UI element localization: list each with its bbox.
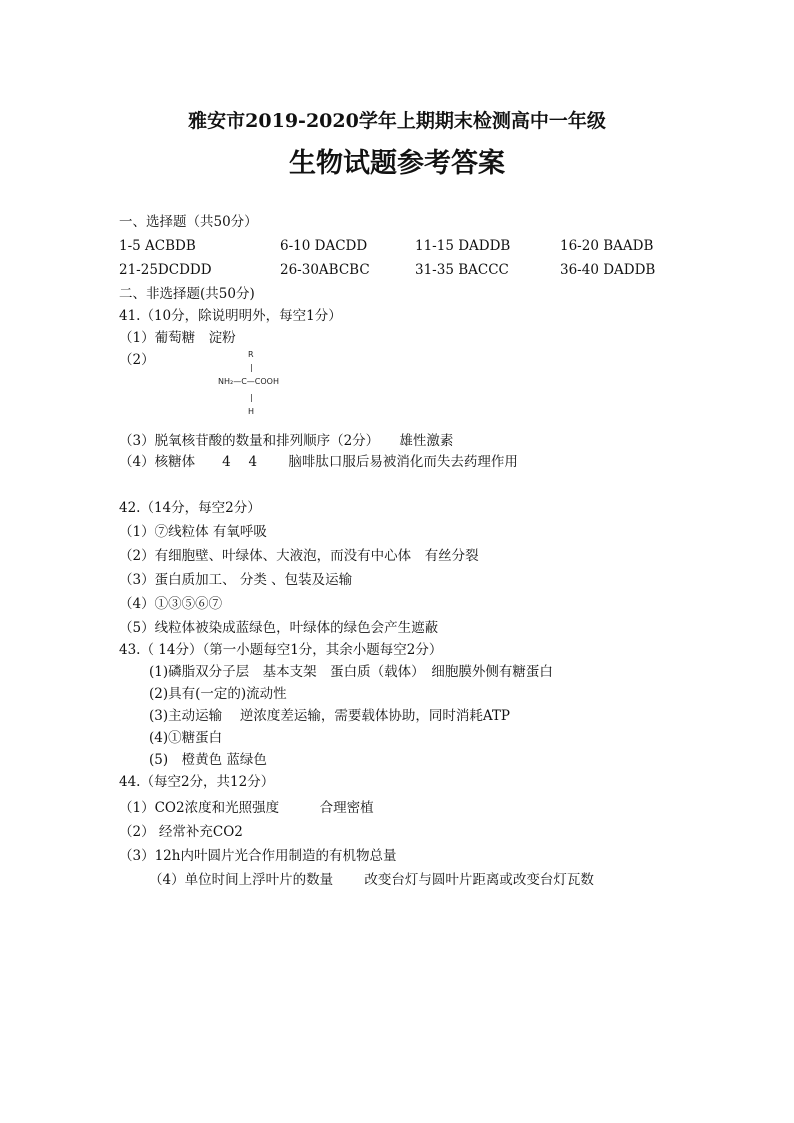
structure-bond-bottom: | — [250, 393, 253, 402]
q44-answer-1: （1）CO2浓度和光照强度 合理密植 — [119, 800, 374, 816]
q42-header: 42.（14分，每空2分） — [119, 500, 261, 516]
answer-group: 6-10 DACDD — [280, 238, 368, 254]
q43-answer-4: (4)①糖蛋白 — [149, 730, 223, 746]
amino-acid-structure — [214, 350, 304, 422]
q41-answer-3: （3）脱氧核苷酸的数量和排列顺序（2分） 雄性激素 — [119, 433, 454, 449]
part2-heading: 二、非选择题(共50分) — [119, 286, 255, 302]
q41-answer-1: （1）葡萄糖 淀粉 — [119, 330, 236, 346]
answer-group: 16-20 BAADB — [560, 238, 654, 254]
answer-group: 31-35 BACCC — [415, 262, 509, 278]
structure-bond-top: | — [250, 363, 253, 372]
q43-answer-3: (3)主动运输 逆浓度差运输，需要载体协助，同时消耗ATP — [149, 708, 511, 724]
answer-group: 11-15 DADDB — [415, 238, 511, 254]
q42-answer-4: （4）①③⑤⑥⑦ — [119, 596, 223, 612]
document-subtitle: 生物试题参考答案 — [289, 148, 505, 179]
structure-r-group: R — [248, 350, 254, 359]
q43-answer-2: (2)具有(一定的)流动性 — [149, 686, 287, 702]
q42-answer-3: （3）蛋白质加工、 分类 、包装及运输 — [119, 572, 353, 588]
q43-answer-1: (1)磷脂双分子层 基本支架 蛋白质（载体） 细胞膜外侧有糖蛋白 — [149, 664, 553, 680]
q44-header: 44.（每空2分，共12分） — [119, 774, 275, 790]
answer-group: 21-25DCDDD — [119, 262, 212, 278]
q43-header: 43.（ 14分）（第一小题每空1分，其余小题每空2分） — [119, 642, 443, 658]
q41-answer-2: （2） — [119, 352, 155, 368]
q44-answer-4: （4）单位时间上浮叶片的数量 改变台灯与圆叶片距离或改变台灯瓦数 — [149, 872, 594, 888]
q41-answer-4: （4）核糖体 4 4 脑啡肽口服后易被消化而失去药理作用 — [119, 454, 518, 470]
q44-answer-2: （2） 经常补充CO2 — [119, 824, 243, 840]
q42-answer-1: （1）⑦线粒体 有氧呼吸 — [119, 524, 267, 540]
q43-answer-5: (5) 橙黄色 蓝绿色 — [149, 752, 267, 768]
q41-header: 41.（10分，除说明明外，每空1分） — [119, 308, 342, 324]
q44-answer-3: （3）12h内叶圆片光合作用制造的有机物总量 — [119, 848, 397, 864]
structure-main-chain: NH₂—C—COOH — [218, 377, 279, 386]
answer-group: 1-5 ACBDB — [119, 238, 196, 254]
structure-h-atom: H — [248, 407, 255, 416]
q42-answer-2: （2）有细胞壁、叶绿体、大液泡，而没有中心体 有丝分裂 — [119, 548, 479, 564]
part1-heading: 一、选择题（共50分） — [119, 214, 258, 230]
answer-group: 26-30ABCBC — [280, 262, 370, 278]
q42-answer-5: （5）线粒体被染成蓝绿色，叶绿体的绿色会产生遮蔽 — [119, 620, 439, 636]
document-title: 雅安市2019-2020学年上期期末检测高中一年级 — [188, 110, 606, 132]
answer-group: 36-40 DADDB — [560, 262, 656, 278]
